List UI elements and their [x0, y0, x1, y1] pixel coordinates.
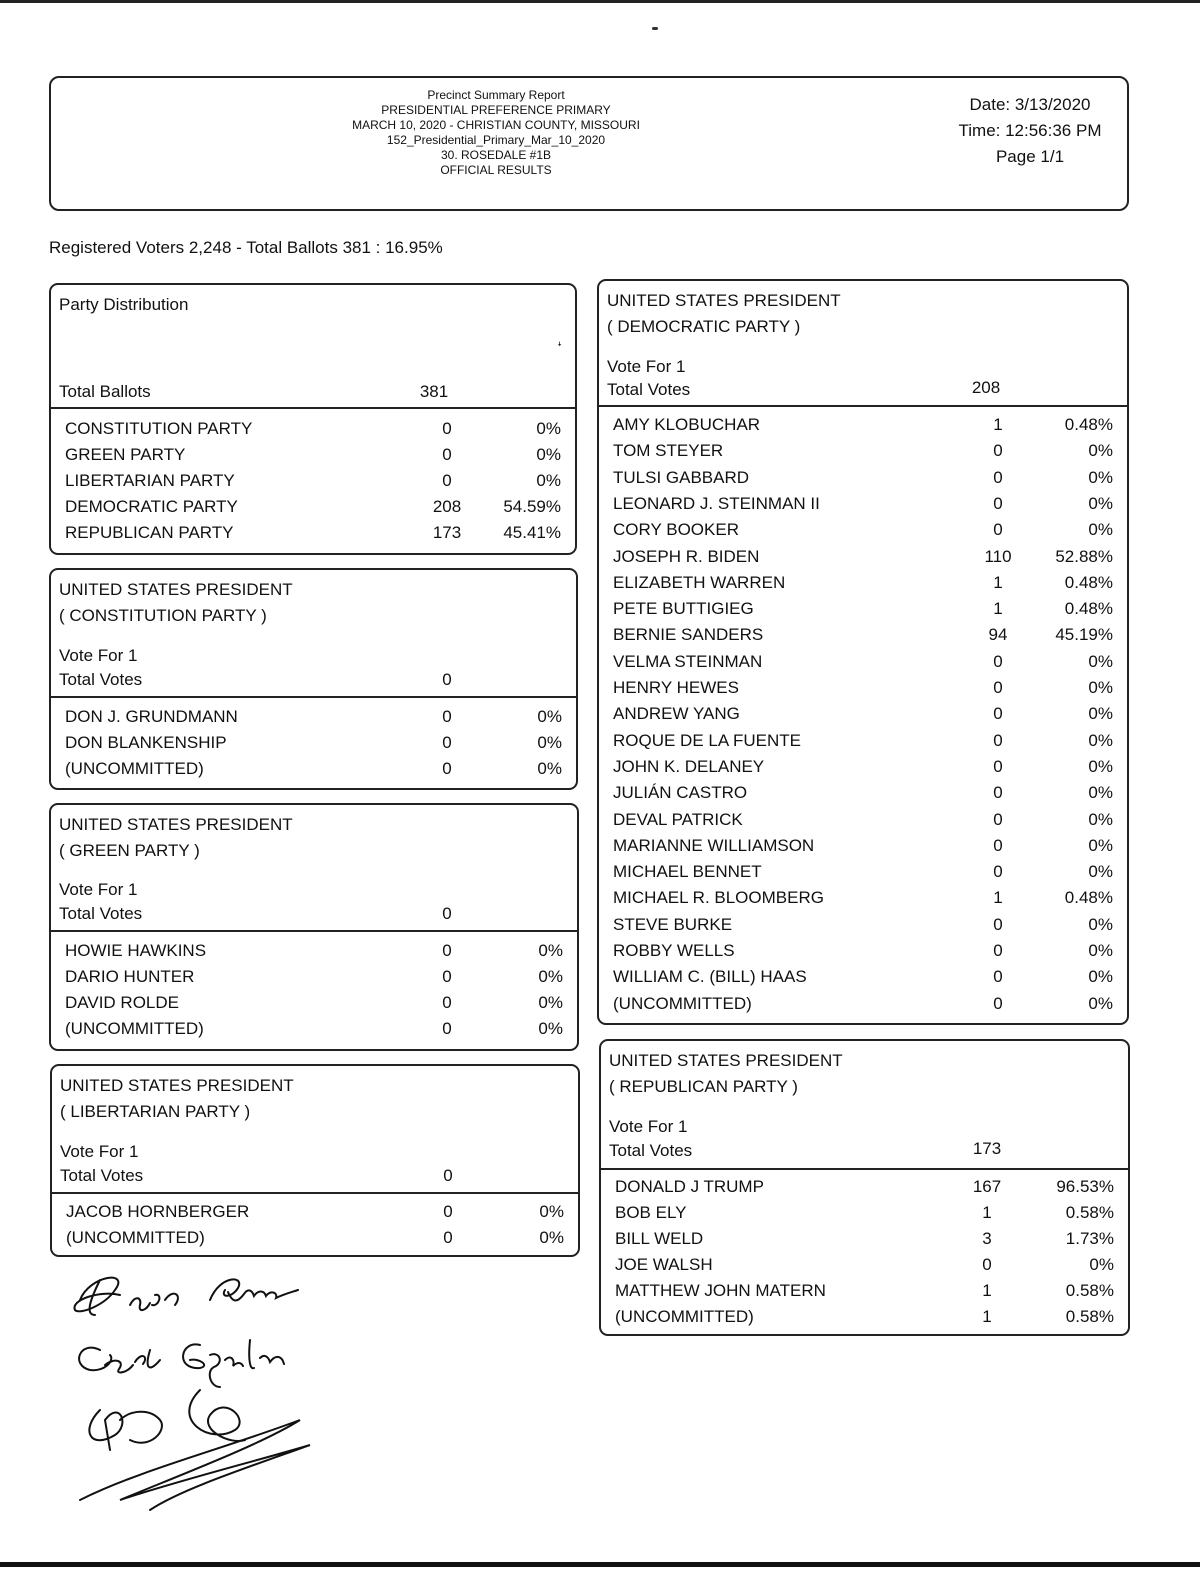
total-votes-label: Total Votes: [59, 904, 143, 923]
result-row: [599, 731, 1127, 757]
result-row: [51, 419, 575, 445]
vote-for-label: Vote For 1: [607, 357, 686, 376]
candidate-name: AMY KLOBUCHAR: [613, 415, 761, 434]
result-row: [601, 1203, 1128, 1229]
vote-percent: 0%: [1088, 467, 1113, 487]
vote-percent: 0%: [1089, 1255, 1114, 1274]
candidate-name: JULIÁN CASTRO: [613, 783, 748, 803]
candidate-name: BILL WELD: [615, 1229, 704, 1248]
report-date: Date: 3/13/2020: [969, 95, 1091, 114]
vote-count: 0: [993, 651, 1003, 671]
result-row: [52, 1202, 578, 1228]
contest-party: ( GREEN PARTY ): [59, 841, 200, 860]
contest-party: ( LIBERTARIAN PARTY ): [60, 1102, 251, 1121]
vote-count: 0: [442, 941, 452, 960]
vote-count: 0: [443, 1228, 453, 1247]
vote-count: 0: [993, 967, 1003, 987]
vote-percent: 0%: [1088, 993, 1113, 1013]
contest-party: ( REPUBLICAN PARTY ): [609, 1077, 798, 1096]
vote-percent: 0%: [536, 445, 561, 464]
candidate-name: ROBBY WELLS: [613, 941, 735, 960]
result-row: [599, 783, 1127, 809]
candidate-name: ELIZABETH WARREN: [613, 572, 786, 592]
vote-count: 0: [993, 756, 1003, 776]
candidate-name: JACOB HORNBERGER: [66, 1202, 250, 1221]
vote-percent: 0.48%: [1064, 599, 1113, 619]
candidate-name: ANDREW YANG: [613, 704, 740, 724]
vote-count: 0: [993, 783, 1003, 803]
total-votes-value: 0: [442, 670, 452, 689]
result-row: [599, 441, 1127, 467]
candidate-name: BOB ELY: [615, 1203, 687, 1222]
result-row: [599, 652, 1127, 678]
vote-count: 0: [993, 835, 1003, 855]
candidate-name: WILLIAM C. (BILL) HAAS: [613, 967, 807, 987]
candidate-name: REPUBLICAN PARTY: [65, 523, 234, 542]
results-status: OFFICIAL RESULTS: [440, 163, 552, 177]
candidate-name: (UNCOMMITTED): [65, 759, 204, 778]
result-row: [601, 1281, 1128, 1307]
vote-percent: 0%: [1088, 783, 1113, 803]
result-row: [599, 415, 1127, 441]
vote-percent: 0.58%: [1065, 1203, 1114, 1222]
scan-speck: [652, 27, 658, 30]
vote-count: 173: [432, 523, 462, 542]
vote-percent: 0%: [1088, 835, 1113, 855]
vote-percent: 1.73%: [1065, 1229, 1114, 1248]
result-row: [599, 678, 1127, 704]
vote-percent: 0%: [1088, 862, 1113, 882]
vote-count: 0: [442, 993, 452, 1012]
vote-count: 0: [993, 520, 1003, 540]
result-row: [599, 520, 1127, 546]
candidate-name: MICHAEL BENNET: [613, 862, 762, 882]
vote-percent: 0%: [538, 967, 563, 986]
candidate-name: CORY BOOKER: [613, 520, 739, 540]
top-border-line: [0, 0, 1200, 3]
vote-percent: 0%: [1088, 651, 1113, 671]
contest-title: UNITED STATES PRESIDENT: [609, 1051, 843, 1070]
vote-count: 0: [442, 707, 452, 726]
divider: [51, 930, 577, 932]
vote-count: 0: [993, 730, 1003, 750]
vote-count: 0: [442, 471, 452, 490]
vote-percent: 0%: [1088, 914, 1113, 934]
report-time: Time: 12:56:36 PM: [958, 121, 1102, 140]
candidate-name: DARIO HUNTER: [65, 967, 195, 986]
green-contest-box: [49, 803, 579, 1051]
result-row: [599, 967, 1127, 993]
result-row: [599, 599, 1127, 625]
vote-count: 0: [442, 445, 452, 464]
report-title: Precinct Summary Report: [427, 88, 565, 102]
candidate-name: HOWIE HAWKINS: [65, 941, 207, 960]
total-votes-value: 208: [971, 378, 1001, 397]
result-row: [599, 862, 1127, 888]
vote-count: 167: [972, 1177, 1002, 1196]
vote-percent: 0%: [1088, 441, 1113, 461]
vote-count: 208: [432, 497, 462, 516]
candidate-name: DEMOCRATIC PARTY: [65, 497, 238, 516]
vote-count: 0: [443, 1202, 453, 1221]
vote-percent: 0%: [1088, 756, 1113, 776]
result-row: [51, 759, 576, 785]
vote-count: 0: [442, 419, 452, 438]
vote-percent: 0.48%: [1064, 572, 1113, 592]
vote-percent: 0.48%: [1064, 888, 1113, 908]
result-row: [601, 1307, 1128, 1333]
vote-for-label: Vote For 1: [59, 646, 138, 665]
vote-percent: 0%: [536, 471, 561, 490]
total-votes-label: Total Votes: [607, 380, 691, 399]
candidate-name: (UNCOMMITTED): [66, 1228, 205, 1247]
vote-count: 0: [993, 809, 1003, 829]
result-row: [601, 1255, 1128, 1281]
candidate-name: MICHAEL R. BLOOMBERG: [613, 888, 824, 908]
contest-title: UNITED STATES PRESIDENT: [59, 580, 293, 599]
vote-for-label: Vote For 1: [59, 880, 138, 899]
candidate-name: MATTHEW JOHN MATERN: [615, 1281, 826, 1300]
result-row: [599, 915, 1127, 941]
result-row: [599, 494, 1127, 520]
candidate-name: TULSI GABBARD: [613, 467, 750, 487]
vote-percent: 0%: [1088, 941, 1113, 960]
result-row: [601, 1229, 1128, 1255]
divider: [601, 1168, 1128, 1170]
candidate-name: ROQUE DE LA FUENTE: [613, 730, 801, 750]
candidate-name: JOHN K. DELANEY: [613, 756, 765, 776]
candidate-name: LEONARD J. STEINMAN II: [613, 493, 820, 513]
result-row: [599, 704, 1127, 730]
result-row: [51, 941, 577, 967]
vote-percent: 0%: [537, 733, 562, 752]
result-row: [51, 497, 575, 523]
contest-party: ( DEMOCRATIC PARTY ): [607, 317, 801, 336]
scan-mark: ꜜ: [557, 343, 562, 354]
candidate-name: HENRY HEWES: [613, 678, 739, 697]
result-row: [599, 625, 1127, 651]
candidate-name: (UNCOMMITTED): [615, 1307, 754, 1326]
result-row: [599, 888, 1127, 914]
vote-count: 1: [993, 599, 1003, 619]
libertarian-contest-box: [50, 1064, 580, 1257]
total-votes-value: 173: [972, 1139, 1002, 1158]
result-row: [52, 1228, 578, 1254]
report-header: [49, 76, 1129, 211]
vote-percent: 0%: [1088, 967, 1113, 987]
result-row: [599, 547, 1127, 573]
vote-percent: 0%: [538, 941, 563, 960]
result-row: [51, 471, 575, 497]
total-votes-label: Total Votes: [60, 1166, 144, 1185]
divider: [51, 407, 575, 409]
divider: [599, 405, 1127, 407]
result-row: [599, 573, 1127, 599]
contest-title: UNITED STATES PRESIDENT: [607, 291, 841, 310]
vote-percent: 54.59%: [503, 497, 561, 516]
vote-percent: 0%: [537, 759, 562, 778]
result-row: [599, 757, 1127, 783]
bottom-border-line: [0, 1562, 1200, 1567]
signature-1: [74, 1278, 298, 1315]
vote-count: 0: [993, 441, 1003, 461]
vote-count: 0: [442, 967, 452, 986]
result-row: [51, 1019, 577, 1045]
vote-percent: 0.58%: [1065, 1281, 1114, 1300]
election-file-id: 152_Presidential_Primary_Mar_10_2020: [386, 133, 606, 147]
vote-for-label: Vote For 1: [609, 1117, 688, 1136]
total-votes-value: 0: [443, 1166, 453, 1185]
party-distribution-box: [49, 283, 577, 555]
total-ballots-label: Total Ballots: [59, 382, 151, 401]
vote-count: 0: [993, 467, 1003, 487]
election-date-county: MARCH 10, 2020 - CHRISTIAN COUNTY, MISSOURI: [352, 118, 640, 132]
result-row: [51, 993, 577, 1019]
result-row: [51, 523, 575, 549]
total-ballots-value: 381: [419, 382, 449, 401]
handwritten-signatures: [60, 1270, 380, 1520]
vote-count: 1: [993, 888, 1003, 908]
result-row: [599, 810, 1127, 836]
vote-count: 1: [982, 1281, 992, 1300]
vote-percent: 0.58%: [1065, 1307, 1114, 1326]
constitution-contest-box: [49, 568, 578, 790]
result-row: [51, 733, 576, 759]
result-row: [599, 994, 1127, 1020]
vote-for-label: Vote For 1: [60, 1142, 139, 1161]
candidate-name: TOM STEYER: [613, 441, 724, 461]
voter-summary: Registered Voters 2,248 - Total Ballots 381 : 16.95%: [49, 238, 443, 257]
result-row: [51, 967, 577, 993]
vote-percent: 0%: [539, 1202, 564, 1221]
candidate-name: PETE BUTTIGIEG: [613, 599, 754, 619]
democratic-contest-box: [597, 279, 1129, 1025]
candidate-name: JOSEPH R. BIDEN: [613, 546, 760, 566]
candidate-name: BERNIE SANDERS: [613, 625, 764, 645]
vote-count: 0: [993, 993, 1003, 1013]
candidate-name: DON J. GRUNDMANN: [65, 707, 238, 726]
precinct-name: 30. ROSEDALE #1B: [440, 148, 552, 162]
total-votes-value: 0: [442, 904, 452, 923]
report-title-block: [251, 88, 741, 178]
divider: [51, 696, 576, 698]
republican-contest-box: [599, 1039, 1130, 1336]
vote-percent: 0%: [1088, 520, 1113, 540]
candidate-name: DONALD J TRUMP: [615, 1177, 764, 1196]
result-row: [51, 707, 576, 733]
vote-percent: 0%: [1088, 730, 1113, 750]
page-number: Page 1/1: [995, 147, 1065, 166]
vote-percent: 45.41%: [503, 523, 561, 542]
candidate-name: CONSTITUTION PARTY: [65, 419, 253, 438]
vote-count: 0: [442, 1019, 452, 1038]
result-row: [599, 836, 1127, 862]
vote-count: 0: [442, 733, 452, 752]
candidate-name: (UNCOMMITTED): [65, 1019, 204, 1038]
vote-count: 1: [982, 1307, 992, 1326]
vote-count: 0: [993, 493, 1003, 513]
divider: [52, 1192, 578, 1194]
result-row: [601, 1177, 1128, 1203]
result-row: [599, 468, 1127, 494]
candidate-name: VELMA STEINMAN: [613, 651, 763, 671]
vote-percent: 0%: [537, 707, 562, 726]
vote-percent: 0%: [1088, 704, 1113, 724]
vote-count: 1: [993, 415, 1003, 434]
candidate-name: STEVE BURKE: [613, 914, 733, 934]
vote-count: 3: [982, 1229, 992, 1248]
vote-percent: 0%: [1088, 493, 1113, 513]
vote-percent: 0%: [536, 419, 561, 438]
candidate-name: DON BLANKENSHIP: [65, 733, 227, 752]
vote-count: 0: [442, 759, 452, 778]
vote-percent: 45.19%: [1055, 625, 1113, 645]
result-row: [51, 445, 575, 471]
vote-count: 1: [993, 572, 1003, 592]
vote-percent: 0%: [539, 1228, 564, 1247]
candidate-name: MARIANNE WILLIAMSON: [613, 835, 815, 855]
signature-2: [79, 1340, 284, 1387]
vote-percent: 0%: [538, 1019, 563, 1038]
signature-3: [80, 1390, 310, 1510]
vote-count: 0: [993, 914, 1003, 934]
vote-count: 0: [982, 1255, 992, 1274]
vote-count: 94: [988, 625, 1008, 645]
vote-count: 0: [993, 941, 1003, 960]
candidate-name: DEVAL PATRICK: [613, 809, 743, 829]
vote-percent: 96.53%: [1056, 1177, 1114, 1196]
candidate-name: (UNCOMMITTED): [613, 993, 752, 1013]
vote-percent: 52.88%: [1055, 546, 1113, 566]
contest-title: UNITED STATES PRESIDENT: [60, 1076, 294, 1095]
election-name: PRESIDENTIAL PREFERENCE PRIMARY: [381, 103, 611, 117]
report-meta: [945, 92, 1115, 170]
party-distribution-title: Party Distribution: [59, 295, 189, 314]
result-row: [599, 941, 1127, 967]
contest-party: ( CONSTITUTION PARTY ): [59, 606, 267, 625]
total-votes-label: Total Votes: [609, 1141, 693, 1160]
vote-count: 0: [993, 678, 1003, 697]
vote-count: 0: [993, 704, 1003, 724]
vote-percent: 0%: [1088, 678, 1113, 697]
candidate-name: GREEN PARTY: [65, 445, 186, 464]
contest-title: UNITED STATES PRESIDENT: [59, 815, 293, 834]
candidate-name: DAVID ROLDE: [65, 993, 179, 1012]
vote-count: 110: [984, 546, 1012, 566]
candidate-name: JOE WALSH: [615, 1255, 713, 1274]
vote-percent: 0%: [1088, 809, 1113, 829]
vote-percent: 0%: [538, 993, 563, 1012]
candidate-name: LIBERTARIAN PARTY: [65, 471, 235, 490]
vote-count: 0: [993, 862, 1003, 882]
vote-count: 1: [982, 1203, 992, 1222]
vote-percent: 0.48%: [1064, 415, 1113, 434]
total-votes-label: Total Votes: [59, 670, 143, 689]
